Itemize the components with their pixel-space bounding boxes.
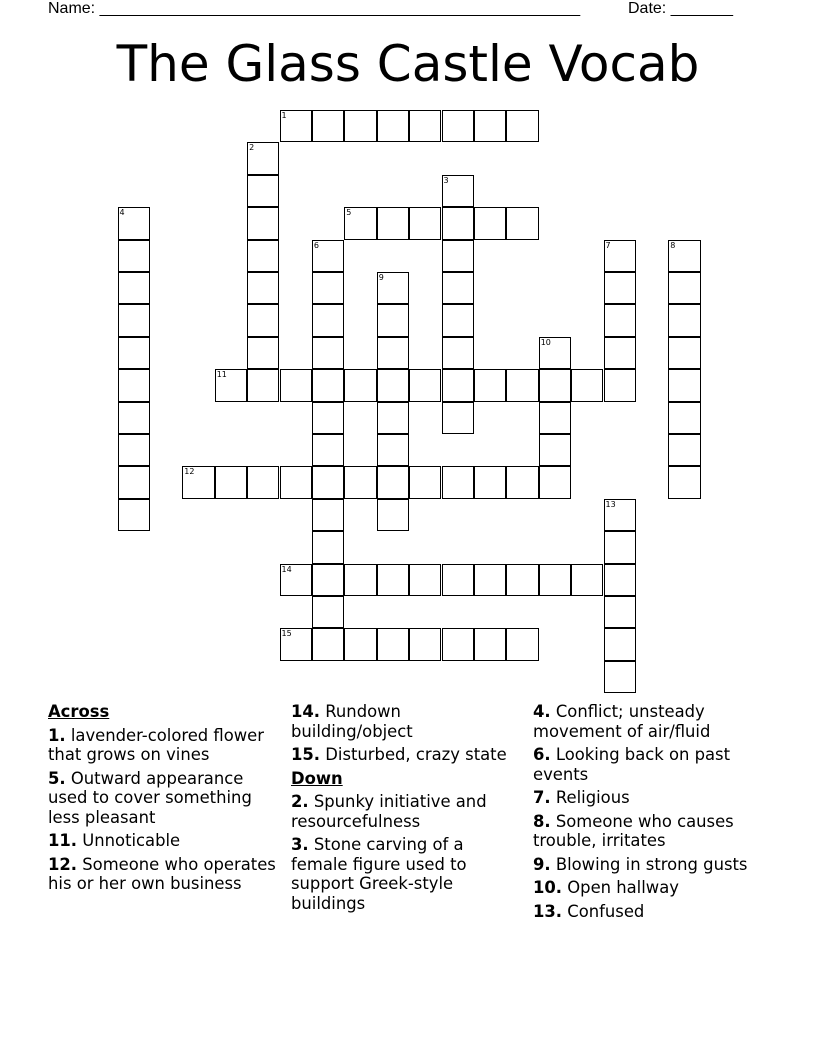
crossword-cell[interactable] [571, 369, 603, 401]
crossword-cell[interactable] [442, 628, 474, 660]
cell-number: 11 [216, 370, 227, 380]
clue-item [533, 855, 773, 875]
crossword-cell[interactable] [604, 369, 636, 401]
crossword-cell[interactable] [377, 466, 409, 498]
clue-item [291, 792, 523, 831]
crossword-cell[interactable] [409, 207, 441, 239]
crossword-cell[interactable] [668, 337, 700, 369]
cell-number: 3 [443, 175, 449, 185]
crossword-cell[interactable] [474, 369, 506, 401]
crossword-cell[interactable] [377, 402, 409, 434]
crossword-cell[interactable] [539, 337, 571, 369]
clue-number: 10. [533, 878, 563, 897]
crossword-cell[interactable] [409, 369, 441, 401]
clue-column-1 [48, 702, 280, 898]
crossword-cell[interactable] [668, 304, 700, 336]
crossword-cell[interactable] [668, 434, 700, 466]
page-title: The Glass Castle Vocab [116, 35, 700, 93]
crossword-cell[interactable] [377, 564, 409, 596]
crossword-cell[interactable] [280, 564, 312, 596]
cell-number: 8 [670, 240, 676, 250]
clue-text: Open hallway [567, 878, 679, 897]
crossword-cell[interactable] [442, 240, 474, 272]
crossword-cell[interactable] [442, 466, 474, 498]
clue-number: 13. [533, 901, 563, 921]
clue-item [48, 769, 280, 828]
crossword-cell[interactable] [442, 369, 474, 401]
crossword-cell[interactable] [312, 304, 344, 336]
crossword-cell[interactable] [539, 466, 571, 498]
clue-column-2 [291, 702, 523, 917]
clue-text: Religious [555, 788, 630, 807]
clue-text: Rundown building/object [291, 702, 413, 741]
clue-text: Disturbed, crazy state [325, 745, 507, 764]
cell-number: 9 [378, 273, 384, 282]
crossword-cell[interactable] [442, 402, 474, 434]
clue-text: Someone who causes trouble, irritates [533, 811, 734, 850]
crossword-cell[interactable] [506, 466, 538, 498]
crossword-cell[interactable] [539, 402, 571, 434]
crossword-cell[interactable] [312, 434, 344, 466]
crossword-cell[interactable] [247, 142, 279, 174]
crossword-cell[interactable] [668, 240, 700, 272]
crossword-cell[interactable] [506, 628, 538, 660]
crossword-cell[interactable] [377, 272, 409, 304]
crossword-cell[interactable] [344, 207, 376, 239]
crossword-cell[interactable] [280, 466, 312, 498]
crossword-cell[interactable] [344, 466, 376, 498]
cell-number: 12 [184, 467, 195, 477]
crossword-cell[interactable] [409, 564, 441, 596]
crossword-cell[interactable] [312, 272, 344, 304]
crossword-cell[interactable] [247, 207, 279, 239]
clue-text: Looking back on past events [533, 745, 731, 784]
crossword-cell[interactable] [442, 272, 474, 304]
crossword-cell[interactable] [312, 596, 344, 628]
crossword-cell[interactable] [668, 402, 700, 434]
crossword-cell[interactable] [377, 304, 409, 336]
clue-item [533, 788, 773, 808]
clue-text: Blowing in strong gusts [555, 854, 748, 874]
crossword-cell[interactable] [604, 304, 636, 336]
crossword-cell[interactable] [442, 337, 474, 369]
crossword-cell[interactable] [247, 466, 279, 498]
crossword-cell[interactable] [118, 337, 150, 369]
crossword-cell[interactable] [604, 564, 636, 596]
clue-item [291, 835, 523, 913]
cell-number: 5 [346, 208, 352, 218]
crossword-cell[interactable] [280, 628, 312, 660]
crossword-cell[interactable] [118, 434, 150, 466]
clue-number: 15. [291, 745, 321, 764]
cell-number: 7 [605, 240, 611, 250]
crossword-cell[interactable] [539, 369, 571, 401]
clue-number: 4. [533, 702, 551, 721]
down-heading: Down [291, 768, 343, 788]
crossword-cell[interactable] [247, 369, 279, 401]
crossword-cell[interactable] [377, 110, 409, 142]
cell-number: 1 [281, 111, 287, 120]
clue-number: 5. [48, 768, 66, 788]
clue-item [533, 902, 773, 922]
clue-number: 6. [533, 745, 551, 764]
crossword-cell[interactable] [377, 434, 409, 466]
crossword-cell[interactable] [312, 564, 344, 596]
crossword-cell[interactable] [668, 466, 700, 498]
crossword-cell[interactable] [377, 337, 409, 369]
crossword-cell[interactable] [506, 564, 538, 596]
crossword-cell[interactable] [604, 337, 636, 369]
clue-number: 11. [48, 831, 78, 850]
cell-number: 14 [281, 564, 292, 574]
crossword-cell[interactable] [604, 628, 636, 660]
crossword-cell[interactable] [118, 369, 150, 401]
crossword-cell[interactable] [118, 240, 150, 272]
crossword-cell[interactable] [280, 369, 312, 401]
clue-item [533, 745, 773, 784]
clue-number: 2. [291, 792, 309, 811]
clue-text: Confused [567, 901, 645, 921]
clue-item [48, 855, 280, 894]
crossword-cell[interactable] [247, 240, 279, 272]
crossword-cell[interactable] [344, 369, 376, 401]
across-heading: Across [48, 702, 110, 721]
name-field[interactable]: Name: ______________________________________________________ [48, 0, 581, 17]
clue-text: Outward appearance used to cover something less pleasant [48, 768, 252, 827]
crossword-cell[interactable] [442, 110, 474, 142]
crossword-cell[interactable] [474, 466, 506, 498]
crossword-cell[interactable] [312, 402, 344, 434]
clue-number: 12. [48, 854, 78, 874]
crossword-cell[interactable] [506, 110, 538, 142]
crossword-cell[interactable] [604, 661, 636, 693]
clue-item [48, 831, 280, 851]
crossword-cell[interactable] [442, 175, 474, 207]
clue-number: 1. [48, 725, 66, 745]
crossword-cell[interactable] [247, 337, 279, 369]
crossword-cell[interactable] [312, 499, 344, 531]
crossword-cell[interactable] [344, 110, 376, 142]
clue-item [533, 702, 773, 741]
crossword-cell[interactable] [312, 369, 344, 401]
cell-number: 4 [119, 208, 125, 218]
crossword-cell[interactable] [474, 628, 506, 660]
clue-text: Someone who operates his or her own business [48, 854, 276, 893]
crossword-cell[interactable] [377, 369, 409, 401]
crossword-cell[interactable] [571, 564, 603, 596]
crossword-cell[interactable] [442, 564, 474, 596]
crossword-cell[interactable] [280, 110, 312, 142]
crossword-cell[interactable] [409, 110, 441, 142]
crossword-cell[interactable] [312, 628, 344, 660]
crossword-cell[interactable] [604, 596, 636, 628]
clue-text: Spunky initiative and resourcefulness [291, 792, 487, 831]
crossword-cell[interactable] [344, 628, 376, 660]
crossword-cell[interactable] [312, 240, 344, 272]
clue-column-3 [533, 702, 773, 925]
crossword-cell[interactable] [312, 337, 344, 369]
clue-number: 14. [291, 702, 321, 721]
crossword-cell[interactable] [344, 564, 376, 596]
crossword-cell[interactable] [377, 499, 409, 531]
crossword-cell[interactable] [604, 272, 636, 304]
crossword-cell[interactable] [247, 272, 279, 304]
crossword-cell[interactable] [312, 531, 344, 563]
crossword-cell[interactable] [118, 466, 150, 498]
crossword-cell[interactable] [604, 499, 636, 531]
crossword-cell[interactable] [182, 466, 214, 498]
crossword-cell[interactable] [474, 110, 506, 142]
crossword-cell[interactable] [247, 175, 279, 207]
crossword-cell[interactable] [409, 628, 441, 660]
cell-number: 2 [249, 143, 255, 153]
cell-number: 10 [540, 337, 551, 347]
clue-number: 7. [533, 788, 551, 807]
clue-text: Unnoticable [82, 831, 181, 850]
cell-number: 13 [605, 499, 616, 509]
cell-number: 6 [313, 240, 319, 250]
clue-text: lavender-colored flower that grows on vines [48, 725, 265, 764]
clue-item [291, 745, 523, 765]
crossword-cell[interactable] [539, 434, 571, 466]
crossword-cell[interactable] [118, 499, 150, 531]
crossword-cell[interactable] [247, 304, 279, 336]
clue-item [533, 878, 773, 898]
crossword-cell[interactable] [377, 207, 409, 239]
crossword-cell[interactable] [312, 110, 344, 142]
crossword-cell[interactable] [118, 402, 150, 434]
crossword-cell[interactable] [215, 369, 247, 401]
crossword-cell[interactable] [215, 466, 247, 498]
clue-number: 8. [533, 811, 551, 831]
crossword-cell[interactable] [668, 272, 700, 304]
crossword-cell[interactable] [506, 369, 538, 401]
crossword-cell[interactable] [668, 369, 700, 401]
clue-item [533, 812, 773, 851]
crossword-cell[interactable] [474, 207, 506, 239]
crossword-cell[interactable] [442, 207, 474, 239]
clue-number: 9. [533, 854, 551, 874]
clue-item [48, 726, 280, 765]
crossword-cell[interactable] [118, 207, 150, 239]
clue-number: 3. [291, 835, 309, 854]
date-field[interactable]: Date: _______ [628, 0, 733, 17]
crossword-cell[interactable] [118, 304, 150, 336]
crossword-cell[interactable] [118, 272, 150, 304]
clue-text: Stone carving of a female figure used to support Greek-style buildings [291, 835, 467, 913]
crossword-cell[interactable] [312, 466, 344, 498]
crossword-cell[interactable] [604, 531, 636, 563]
clue-item [291, 702, 523, 741]
crossword-cell[interactable] [604, 240, 636, 272]
crossword-cell[interactable] [539, 564, 571, 596]
crossword-cell[interactable] [474, 564, 506, 596]
crossword-cell[interactable] [506, 207, 538, 239]
clue-text: Conflict; unsteady movement of air/fluid [533, 702, 711, 741]
crossword-cell[interactable] [377, 628, 409, 660]
crossword-cell[interactable] [409, 466, 441, 498]
cell-number: 15 [281, 629, 292, 639]
crossword-cell[interactable] [442, 304, 474, 336]
